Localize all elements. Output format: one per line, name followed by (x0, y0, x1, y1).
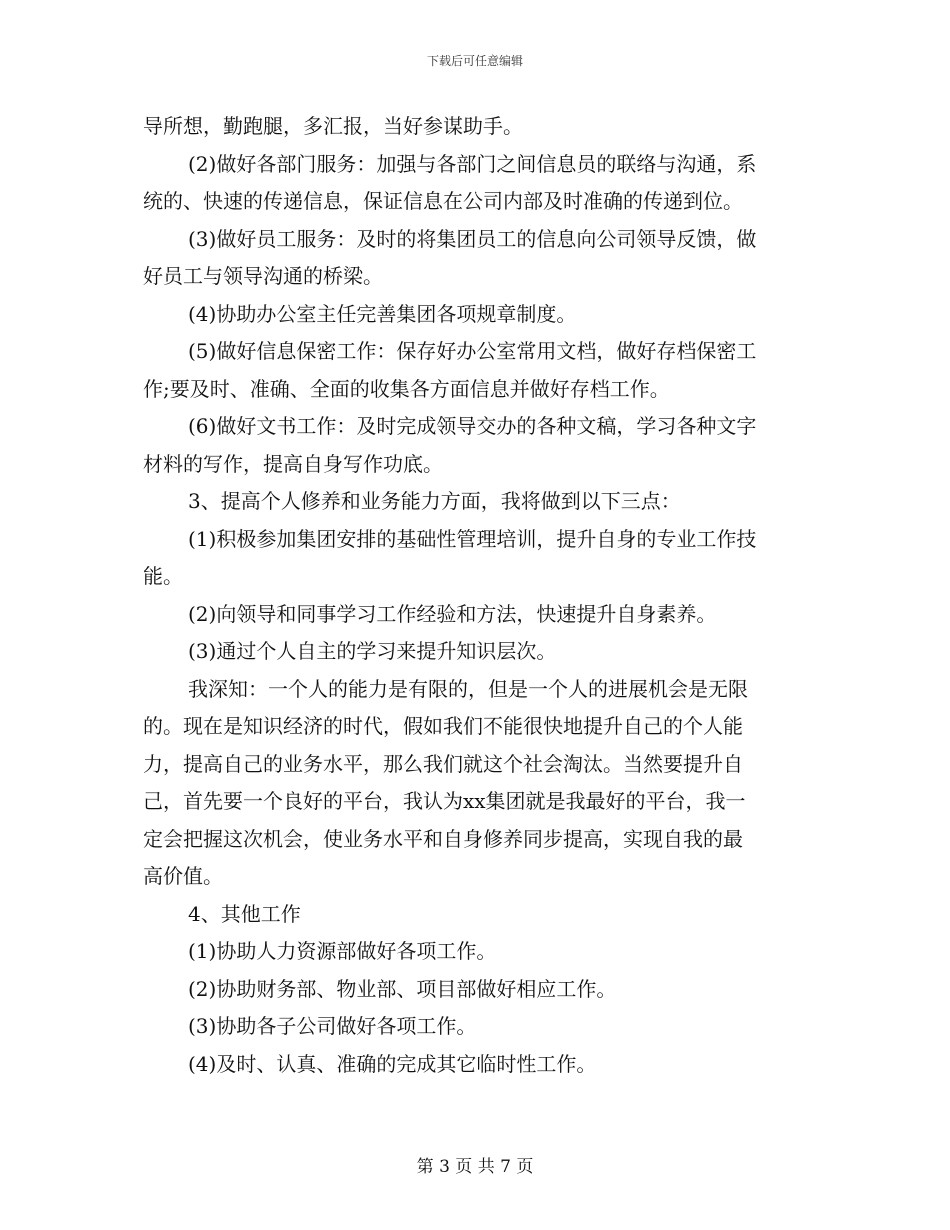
text-line: (2)协助财务部、物业部、项目部做好相应工作。 (188, 976, 617, 1001)
text-line: (6)做好文书工作：及时完成领导交办的各种文稿，学习各种文字 (188, 414, 757, 438)
text-line: 我深知：一个人的能力是有限的，但是一个人的进展机会是无限 (188, 676, 748, 701)
page-header: 下载后可任意编辑 (426, 54, 523, 68)
text-line: (2)做好各部门服务：加强与各部门之间信息员的联络与沟通，系 (188, 151, 757, 176)
text-line: 的。现在是知识经济的时代，假如我们不能很快地提升自己的个人能 (143, 714, 743, 738)
text-line: (3)做好员工服务：及时的将集团员工的信息向公司领导反馈，做 (188, 226, 757, 251)
text-line: 统的、快速的传递信息，保证信息在公司内部及时准确的传递到位。 (143, 189, 743, 213)
text-line: 己，首先要一个良好的平台，我认为xx集团就是我最好的平台，我一 (143, 789, 746, 813)
text-line: 力，提高自己的业务水平，那么我们就这个社会淘汰。当然要提升自 (143, 751, 743, 776)
text-line: 定会把握这次机会，使业务水平和自身修养同步提高，实现自我的最 (143, 826, 743, 851)
text-line: (1)积极参加集团安排的基础性管理培训，提升自身的专业工作技 (188, 526, 757, 551)
text-line: (3)通过个人自主的学习来提升知识层次。 (188, 639, 557, 663)
text-line: 高价值。 (143, 864, 223, 888)
text-line: (3)协助各子公司做好各项工作。 (188, 1014, 477, 1038)
page-number: 第 3 页 共 7 页 (416, 1157, 534, 1177)
text-line: 导所想，勤跑腿，多汇报，当好参谋助手。 (143, 114, 523, 138)
text-line: 4、其他工作 (188, 901, 301, 926)
text-line: 3、提高个人修养和业务能力方面，我将做到以下三点： (188, 489, 681, 513)
text-line: (4)及时、认真、准确的完成其它临时性工作。 (188, 1051, 597, 1076)
text-line: 作;要及时、准确、全面的收集各方面信息并做好存档工作。 (143, 376, 670, 401)
document-body (143, 108, 811, 1083)
text-line: 材料的写作，提高自身写作功底。 (143, 451, 443, 476)
text-line: (2)向领导和同事学习工作经验和方法，快速提升自身素养。 (188, 601, 717, 626)
text-line: 好员工与领导沟通的桥梁。 (143, 264, 383, 288)
text-line: 能。 (143, 564, 183, 588)
text-line: (5)做好信息保密工作：保存好办公室常用文档，做好存档保密工 (188, 339, 757, 363)
text-line: (1)协助人力资源部做好各项工作。 (188, 939, 497, 963)
text-line: (4)协助办公室主任完善集团各项规章制度。 (188, 301, 577, 326)
